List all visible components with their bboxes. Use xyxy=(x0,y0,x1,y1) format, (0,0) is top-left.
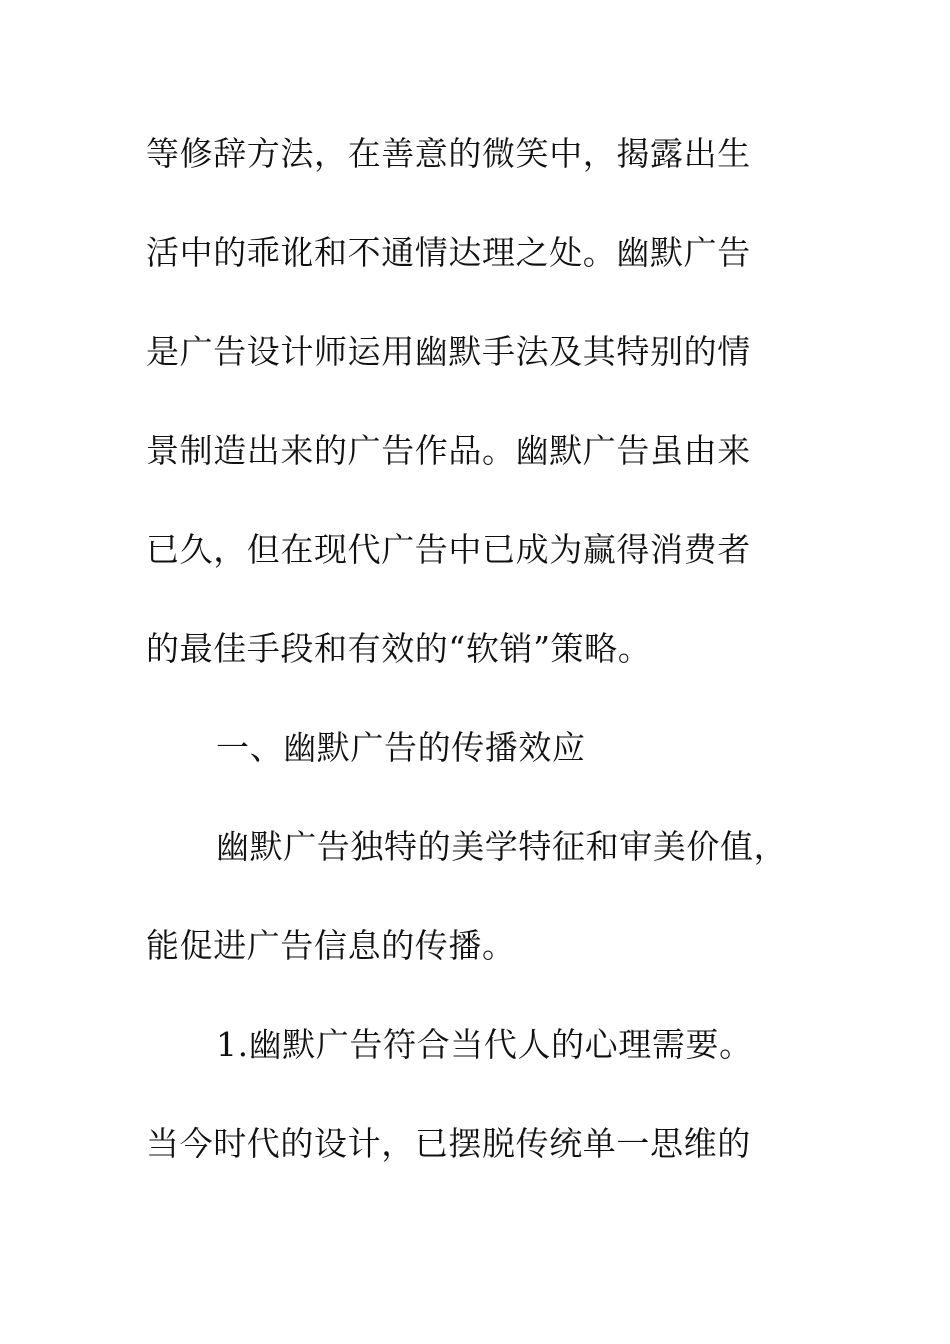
text-line: 景制造出来的广告作品。幽默广告虽由来 xyxy=(146,431,751,470)
text-line: 是广告设计师运用幽默手法及其特别的情 xyxy=(146,332,751,371)
text-line: 等修辞方法，在善意的微笑中，揭露出生 xyxy=(146,134,751,173)
body-text xyxy=(146,126,806,1215)
text-line: 当今时代的设计，已摆脱传统单一思维的 xyxy=(146,1124,751,1163)
text-line: 幽默广告独特的美学特征和审美价值， xyxy=(216,827,788,866)
text-line: 活中的乖讹和不通情达理之处。幽默广告 xyxy=(146,233,751,272)
subsection-heading: 1.幽默广告符合当代人的心理需要。 xyxy=(216,1025,753,1064)
text-line: 已久，但在现代广告中已成为赢得消费者 xyxy=(146,530,751,569)
text-line: 能促进广告信息的传播。 xyxy=(146,926,516,965)
section-heading: 一、幽默广告的传播效应 xyxy=(216,728,586,767)
text-line: 的最佳手段和有效的“软销”策略。 xyxy=(146,629,652,668)
